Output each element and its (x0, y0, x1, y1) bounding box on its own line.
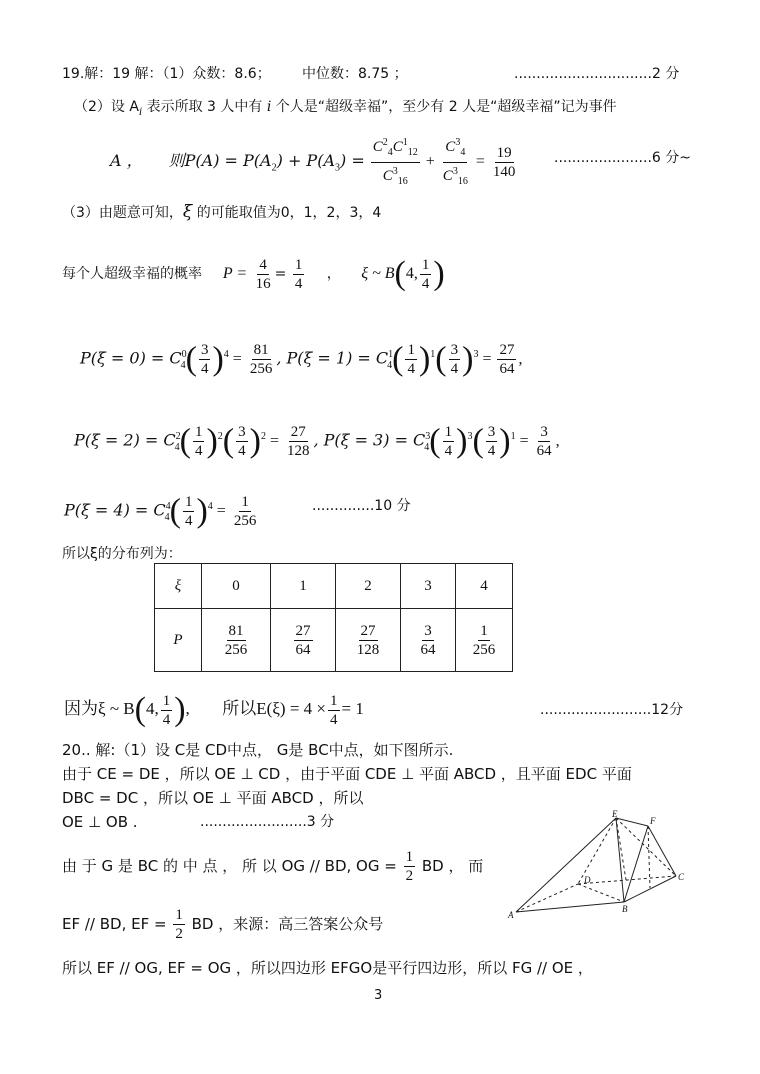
page-number: 3 (374, 988, 383, 1003)
table-cell: 3 (401, 564, 456, 609)
table-cell: 4 (456, 564, 513, 609)
score-10: ..............10 分 (312, 498, 411, 514)
table-cell: $\frac{27}{128}$ (336, 609, 401, 672)
table-cell: 2 (336, 564, 401, 609)
q19-part2-formula: A ， 则$P(A) = P(A_2) + P(A_3)$ = $\frac{C^2_4C^1_{12}}{C^3_{16}}$ + $\frac{C^3_4}{C^3_{16}}$ = $\frac{19}{140}$ (110, 134, 519, 184)
q20-line7: 所以 EF // OG, EF = OG ，所以四边形 EFGO是平行四边形，所以 FG // OE ， (62, 959, 593, 977)
geometry-figure (506, 810, 700, 920)
label-e: E (612, 810, 618, 819)
label-f: F (650, 816, 656, 826)
table-cell: ξ (155, 564, 202, 609)
table-cell: $\frac{3}{64}$ (401, 609, 456, 672)
table-cell: 1 (271, 564, 336, 609)
q20-line5: 由 于 G 是 BC 的 中 点 ， 所 以 OG // BD, OG = $\frac{1}{2}$ BD ， 而 (62, 849, 484, 884)
table-cell: $\frac{1}{256}$ (456, 609, 513, 672)
score-2: ...............................2 分 (514, 66, 680, 82)
q19-head: 19.解：19 解：（1）众数：8.6； (62, 66, 271, 82)
q20-line1: 20.. 解:（1）设 C是 CD中点， G是 BC中点，如下图所示. (62, 741, 454, 759)
label-a: A (508, 910, 514, 920)
table-cell: 0 (202, 564, 271, 609)
table-cell: P (155, 609, 202, 672)
label-c: C (678, 872, 685, 882)
distribution-table (154, 563, 513, 672)
score-12: .........................12分 (540, 702, 684, 718)
table-cell: $\frac{27}{64}$ (271, 609, 336, 672)
label-d: D (584, 875, 591, 885)
q20-line4: OE ⊥ OB . (62, 813, 138, 831)
prob-line: 每个人超级幸福的概率 P = $\frac{4}{16}$ = $\frac{1}{4}$ ， ξ ~ B(4, $\frac{1}{4}$ ) (62, 255, 445, 292)
q20-line3: DBC = DC ，所以 OE ⊥ 平面 ABCD ，所以 (62, 789, 364, 807)
expectation-line: 因为ξ ~ B(4, $\frac{1}{4}$ ), 所以E(ξ) = 4 × $\frac{1}{4}$ = 1 (64, 691, 364, 729)
dist-title: 所以ξ的分布列为： (62, 546, 182, 562)
eq-p0-p1: $P(\xi = 0) = C^0_4$( $\frac{3}{4}$ )$^4$ = $\frac{81}{256}$ , $P(\xi = 1) = C^1_4$( $\frac{1}{4}$ )$^1$( $\frac{3}{4}$ )$^3$ = $\frac{27}{64}$ , (80, 340, 523, 378)
q20-line2: 由于 CE = DE ，所以 OE ⊥ CD ，由于平面 CDE ⊥ 平面 ABCD ，且平面 EDC 平面 (62, 765, 632, 783)
q20-line6: EF // BD, EF = $\frac{1}{2}$ BD ，来源：高三答案公众号 (62, 907, 384, 942)
label-b: B (622, 904, 628, 914)
eq-p4: $P(\xi = 4) = C^4_4$( $\frac{1}{4}$ )$^4$ = $\frac{1}{256}$ (64, 492, 257, 530)
table-cell: $\frac{81}{256}$ (202, 609, 271, 672)
q19-median: 中位数：8.75 ； (302, 66, 408, 82)
table-row (155, 564, 513, 609)
table-row (155, 609, 513, 672)
score-6: ......................6 分~ (554, 150, 691, 166)
q19-part2-text: （2）设 $A_i$ 表示所取 3 人中有 i 个人是“超级幸福”，至少有 2 人是“超级幸福”记为事件 (74, 99, 617, 118)
q19-part3-text: （3）由题意可知，ξ 的可能取值为0，1，2，3，4 (62, 202, 382, 222)
score-3: ........................3 分 (200, 814, 335, 830)
eq-p2-p3: $P(\xi = 2) = C^2_4$( $\frac{1}{4}$ )$^2$( $\frac{3}{4}$ )$^2$ = $\frac{27}{128}$ , $P(\xi = 3) = C^3_4$( $\frac{1}{4}$ )$^3$( $\frac{3}{4}$ )$^1$ = $\frac{3}{64}$ , (74, 422, 560, 460)
